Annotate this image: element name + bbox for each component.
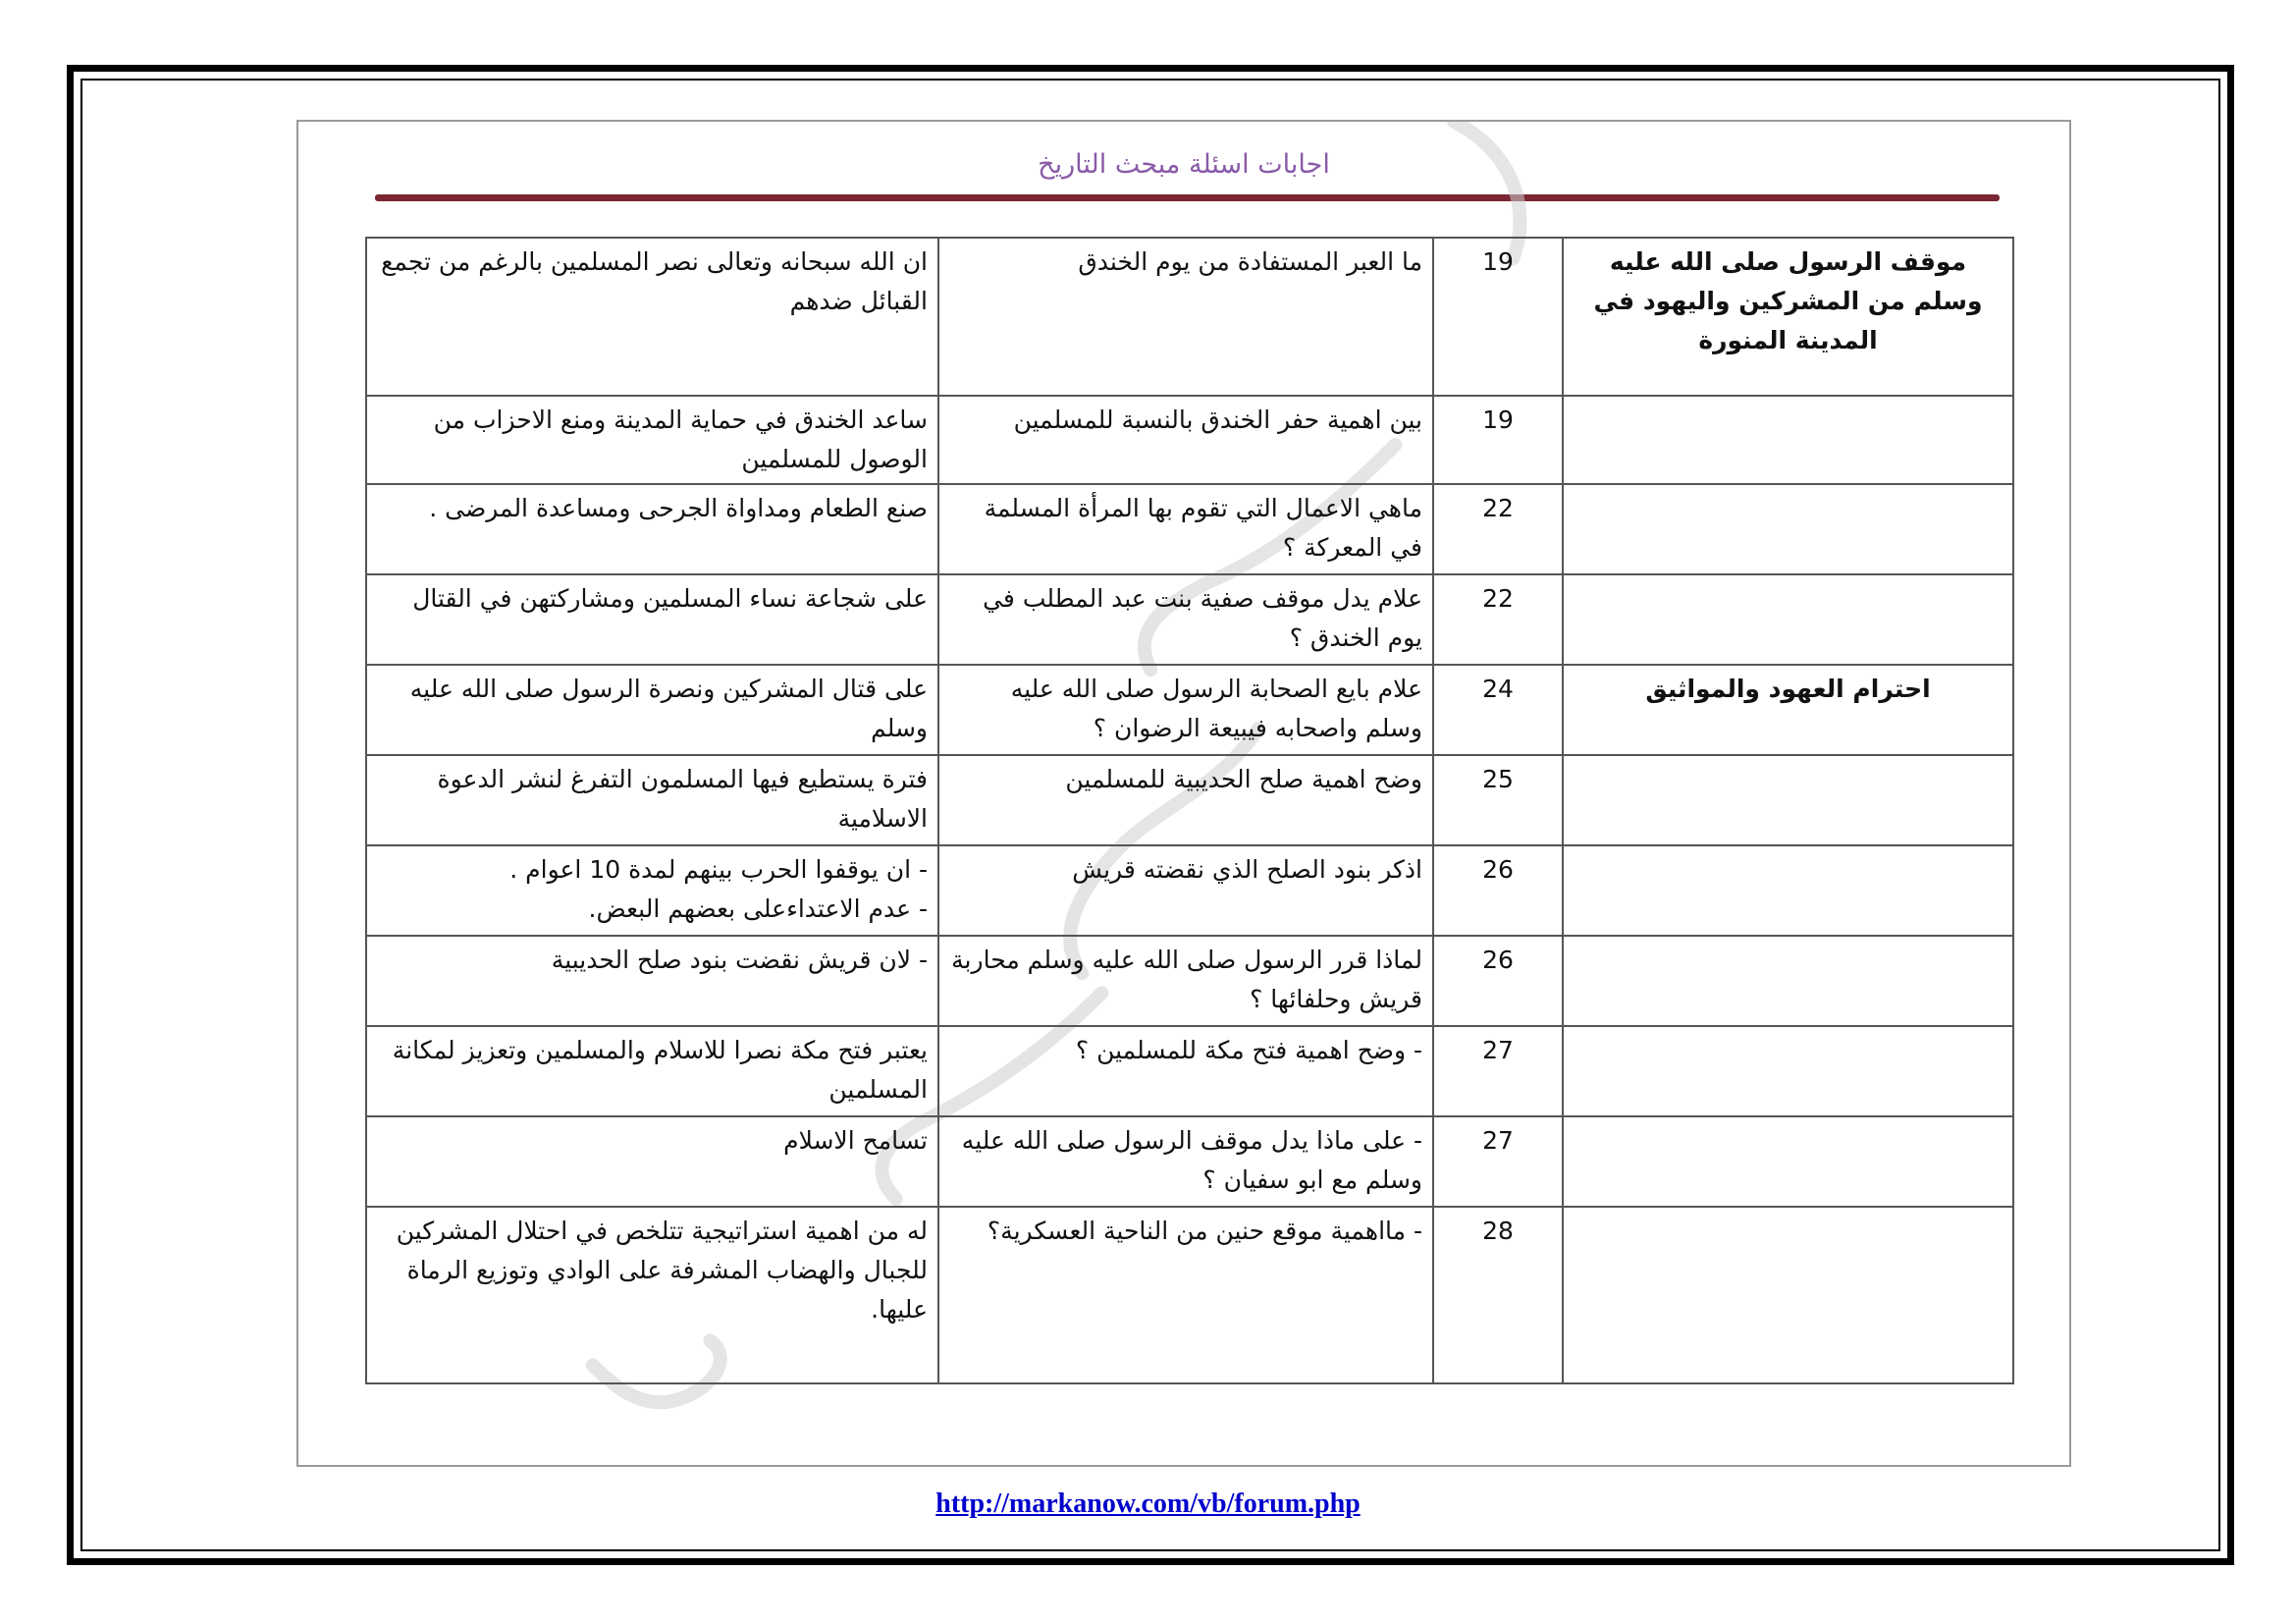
topic-cell	[1563, 936, 2013, 1026]
table-row	[366, 755, 2013, 845]
question-cell: - على ماذا يدل موقف الرسول صلى الله عليه وسلم مع ابو سفيان ؟	[938, 1116, 1433, 1207]
topic-cell	[1563, 845, 2013, 936]
page-number-cell: 28	[1433, 1207, 1563, 1383]
questions-answers-table	[365, 237, 2014, 1384]
answer-cell: ان الله سبحانه وتعالى نصر المسلمين بالرغم من تجمع القبائل ضدهم	[366, 238, 938, 396]
table-row	[366, 1116, 2013, 1207]
question-cell: بين اهمية حفر الخندق بالنسبة للمسلمين	[938, 396, 1433, 484]
page-number-cell: 22	[1433, 484, 1563, 574]
scanned-document	[296, 120, 2071, 1467]
topic-cell	[1563, 396, 2013, 484]
table-row	[366, 936, 2013, 1026]
table-row	[366, 845, 2013, 936]
page-number-cell: 27	[1433, 1026, 1563, 1116]
page-number-cell: 24	[1433, 665, 1563, 755]
topic-cell: احترام العهود والمواثيق	[1563, 665, 2013, 755]
question-cell: - مااهمية موقع حنين من الناحية العسكرية؟	[938, 1207, 1433, 1383]
answer-cell: تسامح الاسلام	[366, 1116, 938, 1207]
table-row	[366, 665, 2013, 755]
page-number-cell: 26	[1433, 845, 1563, 936]
question-cell: لماذا قرر الرسول صلى الله عليه وسلم محاربة قريش وحلفائها ؟	[938, 936, 1433, 1026]
table-row	[366, 484, 2013, 574]
answer-cell: صنع الطعام ومداواة الجرحى ومساعدة المرضى .	[366, 484, 938, 574]
header-rule	[375, 194, 2000, 201]
topic-cell	[1563, 1116, 2013, 1207]
table-row	[366, 238, 2013, 396]
topic-cell	[1563, 574, 2013, 665]
question-cell: علام يدل موقف صفية بنت عبد المطلب في يوم الخندق ؟	[938, 574, 1433, 665]
topic-cell: موقف الرسول صلى الله عليه وسلم من المشركين واليهود في المدينة المنورة	[1563, 238, 2013, 396]
table-row	[366, 574, 2013, 665]
topic-cell	[1563, 484, 2013, 574]
question-cell: وضح اهمية صلح الحديبية للمسلمين	[938, 755, 1433, 845]
question-cell: - وضح اهمية فتح مكة للمسلمين ؟	[938, 1026, 1433, 1116]
topic-cell	[1563, 1026, 2013, 1116]
document-header-title: اجابات اسئلة مبحث التاريخ	[1038, 149, 1330, 180]
question-cell: ما العبر المستفادة من يوم الخندق	[938, 238, 1433, 396]
question-cell: علام بايع الصحابة الرسول صلى الله عليه وسلم واصحابه فيبيعة الرضوان ؟	[938, 665, 1433, 755]
table-row	[366, 1207, 2013, 1383]
topic-cell	[1563, 1207, 2013, 1383]
answer-cell: على شجاعة نساء المسلمين ومشاركتهن في القتال	[366, 574, 938, 665]
answer-cell: - لان قريش نقضت بنود صلح الحديبية	[366, 936, 938, 1026]
answer-cell: على قتال المشركين ونصرة الرسول صلى الله عليه وسلم	[366, 665, 938, 755]
answer-cell: فترة يستطيع فيها المسلمون التفرغ لنشر الدعوة الاسلامية	[366, 755, 938, 845]
answer-cell: يعتبر فتح مكة نصرا للاسلام والمسلمين وتعزيز لمكانة المسلمين	[366, 1026, 938, 1116]
table-row	[366, 1026, 2013, 1116]
page-number-cell: 19	[1433, 396, 1563, 484]
question-cell: ماهي الاعمال التي تقوم بها المرأة المسلمة في المعركة ؟	[938, 484, 1433, 574]
answer-cell: - ان يوقفوا الحرب بينهم لمدة 10 اعوام . - عدم الاعتداءعلى بعضهم البعض.	[366, 845, 938, 936]
page-number-cell: 27	[1433, 1116, 1563, 1207]
page-number-cell: 25	[1433, 755, 1563, 845]
answer-cell: ساعد الخندق في حماية المدينة ومنع الاحزاب من الوصول للمسلمين	[366, 396, 938, 484]
question-cell: اذكر بنود الصلح الذي نقضته قريش	[938, 845, 1433, 936]
page-number-cell: 26	[1433, 936, 1563, 1026]
topic-cell	[1563, 755, 2013, 845]
forum-link[interactable]: http://markanow.com/vb/forum.php	[935, 1489, 1361, 1519]
page-number-cell: 22	[1433, 574, 1563, 665]
answer-cell: له من اهمية استراتيجية تتلخص في احتلال المشركين للجبال والهضاب المشرفة على الوادي وتوزيع الرماة عليها.	[366, 1207, 938, 1383]
page-number-cell: 19	[1433, 238, 1563, 396]
table-row	[366, 396, 2013, 484]
